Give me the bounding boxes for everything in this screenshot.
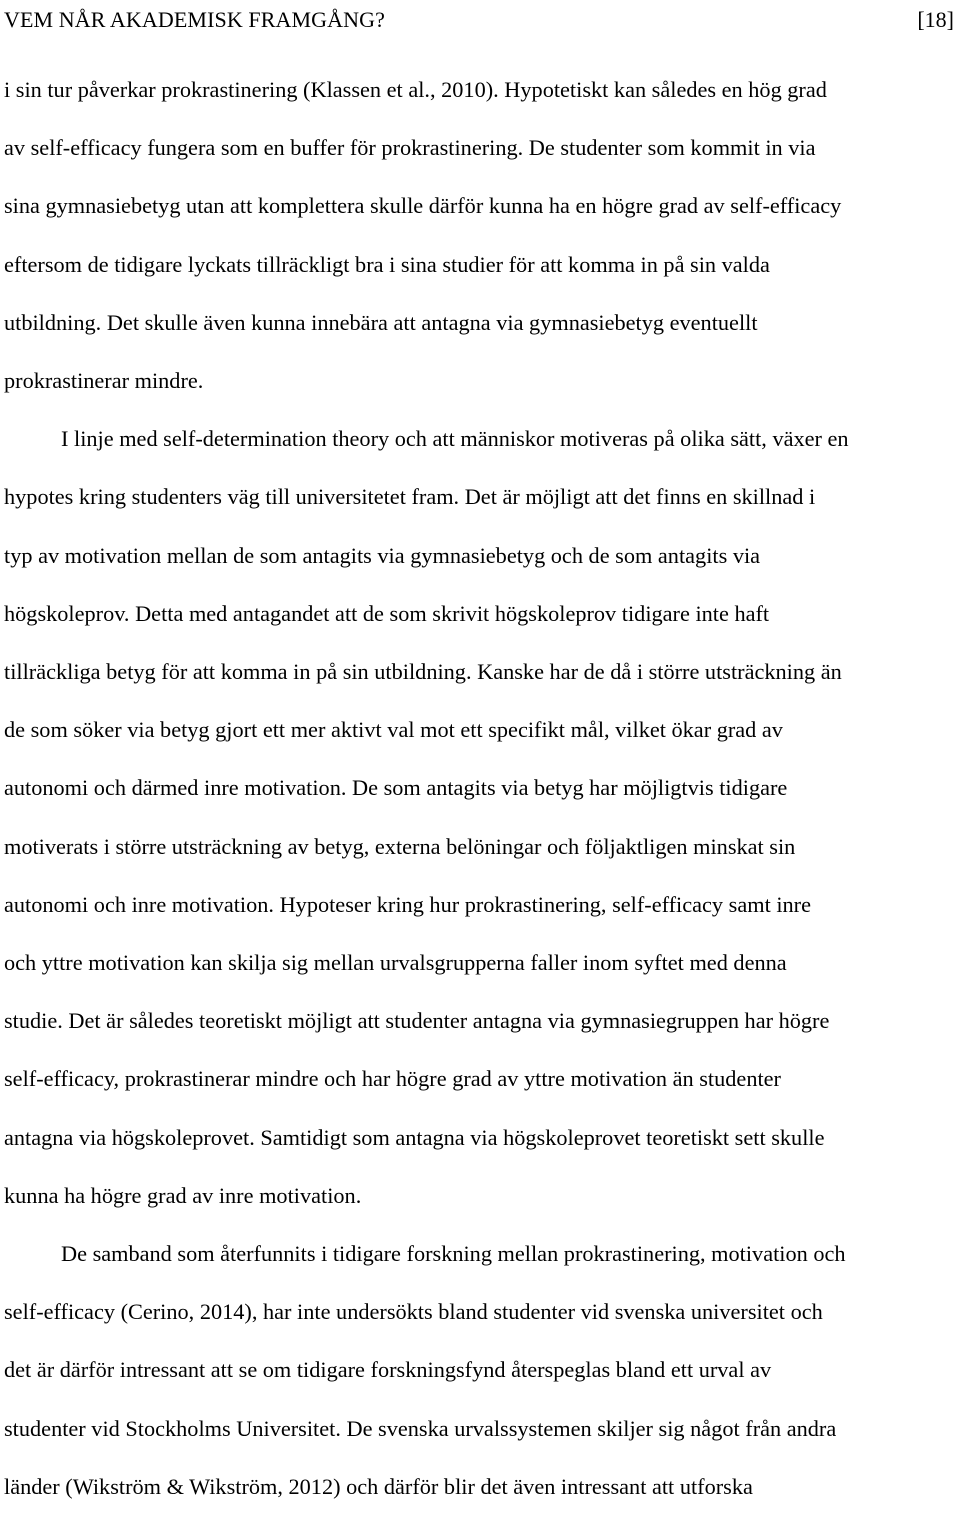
page-number: [18] [917, 7, 954, 32]
text-line: av self-efficacy fungera som en buffer för prokrastinering. De studenter som kommit in via [4, 135, 816, 161]
text-line: autonomi och inre motivation. Hypoteser kring hur prokrastinering, self-efficacy samt inre [4, 891, 811, 917]
text-line: studenter vid Stockholms Universitet. De svenska urvalssystemen skiljer sig något från andra [4, 1415, 837, 1441]
text-line: tillräckliga betyg för att komma in på sin utbildning. Kanske har de då i större utsträckning än [4, 659, 842, 685]
text-line: i sin tur påverkar prokrastinering (Klassen et al., 2010). Hypotetiskt kan således en hög grad [4, 77, 827, 102]
running-title: VEM NÅR AKADEMISK FRAMGÅNG? [4, 7, 385, 32]
text-line: self-efficacy, prokrastinerar mindre och har högre grad av yttre motivation än studenter [4, 1066, 781, 1092]
paragraph-1 [4, 61, 956, 410]
text-line: kunna ha högre grad av inre motivation. [4, 1182, 362, 1208]
paragraph-2 [4, 410, 956, 1225]
text-line: det är därför intressant att se om tidigare forskningsfynd återspeglas bland ett urval av [4, 1357, 772, 1383]
text-line: eftersom de tidigare lyckats tillräckligt bra i sina studier för att komma in på sin valda [4, 251, 770, 277]
body-text [4, 61, 956, 1516]
text-line: De samband som återfunnits i tidigare forskning mellan prokrastinering, motivation och [61, 1241, 846, 1267]
text-line: typ av motivation mellan de som antagits via gymnasiebetyg och de som antagits via [4, 542, 761, 568]
text-line: antagna via högskoleprovet. Samtidigt som antagna via högskoleprovet teoretiskt sett skulle [4, 1124, 825, 1150]
text-line: I linje med self-determination theory och att människor motiveras på olika sätt, växer en [61, 426, 849, 452]
text-line: prokrastinerar mindre. [4, 368, 204, 394]
page-header [4, 3, 954, 37]
text-line: motiverats i större utsträckning av betyg, externa belöningar och följaktligen minskat sin [4, 833, 796, 859]
paragraph-3 [4, 1225, 956, 1516]
text-line: de som söker via betyg gjort ett mer aktivt val mot ett specifikt mål, vilket ökar grad av [4, 717, 783, 743]
text-line: högskoleprov. Detta med antagandet att de som skrivit högskoleprov tidigare inte haft [4, 600, 770, 626]
text-line: och yttre motivation kan skilja sig mellan urvalsgrupperna faller inom syftet med denna [4, 950, 787, 976]
text-line: self-efficacy (Cerino, 2014), har inte undersökts bland studenter vid svenska universitet och [4, 1299, 823, 1325]
text-line: autonomi och därmed inre motivation. De som antagits via betyg har möjligtvis tidigare [4, 775, 788, 801]
text-line: studie. Det är således teoretiskt möjligt att studenter antagna via gymnasiegruppen har högre [4, 1008, 830, 1034]
text-line: hypotes kring studenters väg till universitetet fram. Det är möjligt att det finns en skillnad i [4, 484, 816, 510]
text-line: utbildning. Det skulle även kunna innebära att antagna via gymnasiebetyg eventuellt [4, 309, 758, 335]
text-line: sina gymnasiebetyg utan att komplettera skulle därför kunna ha en högre grad av self-efficacy [4, 193, 842, 219]
text-line: länder (Wikström & Wikström, 2012) och därför blir det även intressant att utforska [4, 1473, 753, 1499]
